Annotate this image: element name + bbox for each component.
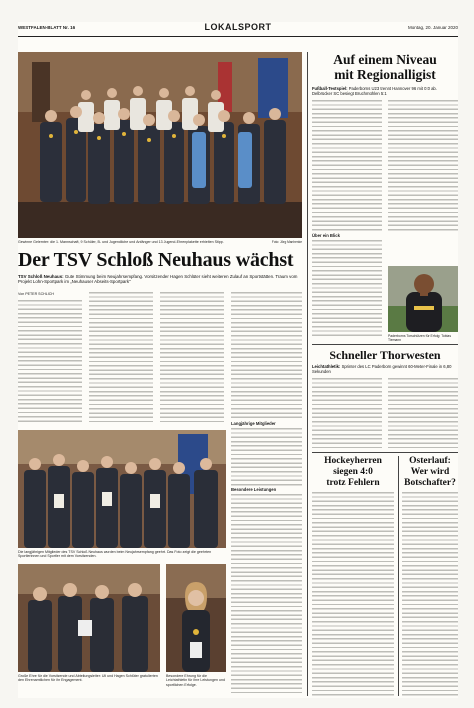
chairpersons-caption bbox=[18, 674, 160, 683]
football-headline-line2: mit Regionalligist bbox=[334, 67, 436, 82]
photo-credit bbox=[256, 240, 302, 244]
byline: Von PETER SCHLICH bbox=[18, 292, 54, 296]
chairpersons-caption-text: Große Ehre für die Vorsitzende und Abteilungsleiter: Uli und Hagen Schlüter gratulierten den Ehrenamtlichen für ihr Engagement. bbox=[18, 674, 158, 683]
team-photo-image bbox=[18, 52, 302, 238]
photo-credit-text: Foto: Jörg Manhenke bbox=[271, 240, 302, 244]
hockey-headline-line1: Hockeyherren bbox=[324, 456, 382, 466]
athlete-caption bbox=[166, 674, 228, 687]
team-photo-caption bbox=[18, 240, 228, 244]
athletics-subhead-lead: Leichtathletik: bbox=[312, 364, 341, 369]
main-headline: Der TSV Schloß Neuhaus wächst bbox=[18, 249, 294, 271]
newspaper-page bbox=[18, 22, 458, 698]
box-divider bbox=[398, 456, 399, 696]
section-divider-2 bbox=[312, 452, 458, 453]
section-title: LOKALSPORT bbox=[204, 22, 272, 32]
caption-text: Gewinne Gelernter: die 1. Mannschaft, 9 Schüler, B- und Jugendliche und Anfänger und 13 Jugend-Ehrenplakette erhielten Stipp. bbox=[18, 240, 224, 244]
honorees-caption-text: Die langjährigen Mitglieder des TSV Schloß Neuhaus wurden beim Neujahrsempfang geehrt. Das Foto zeigt die geehrten Sportlerinnen und Sportler mit dem Vorsitzenden. bbox=[18, 550, 212, 559]
hockey-headline-line2: siegen 4:0 bbox=[333, 467, 373, 477]
easter-headline-line3: Botschafter? bbox=[404, 478, 456, 488]
football-text-col-1 bbox=[312, 100, 382, 232]
athlete-photo-image bbox=[166, 564, 226, 672]
football-player-image bbox=[388, 266, 458, 332]
section-head-members: Langjährige Mitglieder bbox=[231, 421, 276, 426]
newspaper-issue: WESTFALEN-BLATT Nr. 16 bbox=[18, 25, 76, 30]
main-text-col-4b bbox=[231, 428, 302, 486]
main-subhead-lead: TSV Schloß Neuhaus: bbox=[18, 274, 64, 279]
football-player-photo bbox=[388, 266, 458, 332]
football-subhead-lead: Fußball-Testspiel: bbox=[312, 86, 348, 91]
main-subhead-text: Gute Stimmung beim Neujahrsempfang. Vorsitzender Hagen Schlüter sieht weiteren Zulauf an Sportstätten. Traum vom Projekt Lohn-Sportpark im „Neuhauser Abseits-Sportpark" bbox=[18, 274, 298, 285]
football-photo-caption bbox=[388, 334, 458, 343]
athletics-subhead-text: Sprinter des LC Paderborn gewinnt 60-Meter-Finale in 6,80 Sekunden bbox=[312, 364, 452, 374]
honorees-photo-image bbox=[18, 430, 226, 548]
main-text-col-2 bbox=[89, 292, 153, 422]
main-text-col-3 bbox=[160, 292, 224, 422]
easter-headline bbox=[402, 456, 458, 489]
athlete-caption-text: Besondere Ehrung für die Leichtathletin für ihre Leistungen und sportlichen Erfolge. bbox=[166, 674, 225, 687]
chairpersons-photo bbox=[18, 564, 160, 672]
page-header bbox=[18, 22, 458, 37]
section-head-achievements: Besondere Leistungen bbox=[231, 487, 277, 492]
football-subhead bbox=[312, 86, 458, 96]
column-divider bbox=[307, 52, 308, 696]
issue-date: Montag, 20. Januar 2020 bbox=[407, 25, 458, 30]
main-subhead bbox=[18, 274, 302, 285]
section-divider-1 bbox=[312, 344, 458, 345]
football-section-head: Über ein Blick bbox=[312, 233, 340, 238]
team-photo bbox=[18, 52, 302, 238]
chairpersons-photo-image bbox=[18, 564, 160, 672]
football-subhead-text: Paderborns U23 trennt Hannover 96 mit 0:0 ab. Delbrücker SC besiegt Bruchmühlen 5:1 bbox=[312, 86, 437, 96]
football-headline bbox=[312, 52, 458, 82]
athletics-headline: Schneller Thorwesten bbox=[329, 348, 441, 362]
honorees-photo bbox=[18, 430, 226, 548]
main-text-col-1 bbox=[18, 300, 82, 422]
football-caption-text: Paderborns Torschützen für Erfolg: Tobias Tiemann bbox=[388, 334, 452, 343]
honorees-caption bbox=[18, 550, 226, 559]
hockey-text bbox=[312, 492, 394, 696]
athletics-text-col-2 bbox=[388, 378, 458, 448]
athletics-text-col-1 bbox=[312, 378, 382, 448]
football-text-col-1b bbox=[312, 240, 382, 336]
easter-headline-line2: Wer wird bbox=[410, 467, 450, 477]
athletics-subhead bbox=[312, 364, 458, 374]
athlete-photo bbox=[166, 564, 226, 672]
main-text-col-4a bbox=[231, 292, 302, 420]
football-text-col-2 bbox=[388, 100, 458, 232]
football-headline-line1: Auf einem Niveau bbox=[333, 52, 437, 67]
hockey-headline bbox=[312, 456, 394, 489]
hockey-headline-line3: trotz Fehlern bbox=[326, 478, 380, 488]
easter-headline-line1: Osterlauf: bbox=[409, 456, 451, 466]
easter-text bbox=[402, 492, 458, 696]
main-text-col-4c bbox=[231, 494, 302, 696]
